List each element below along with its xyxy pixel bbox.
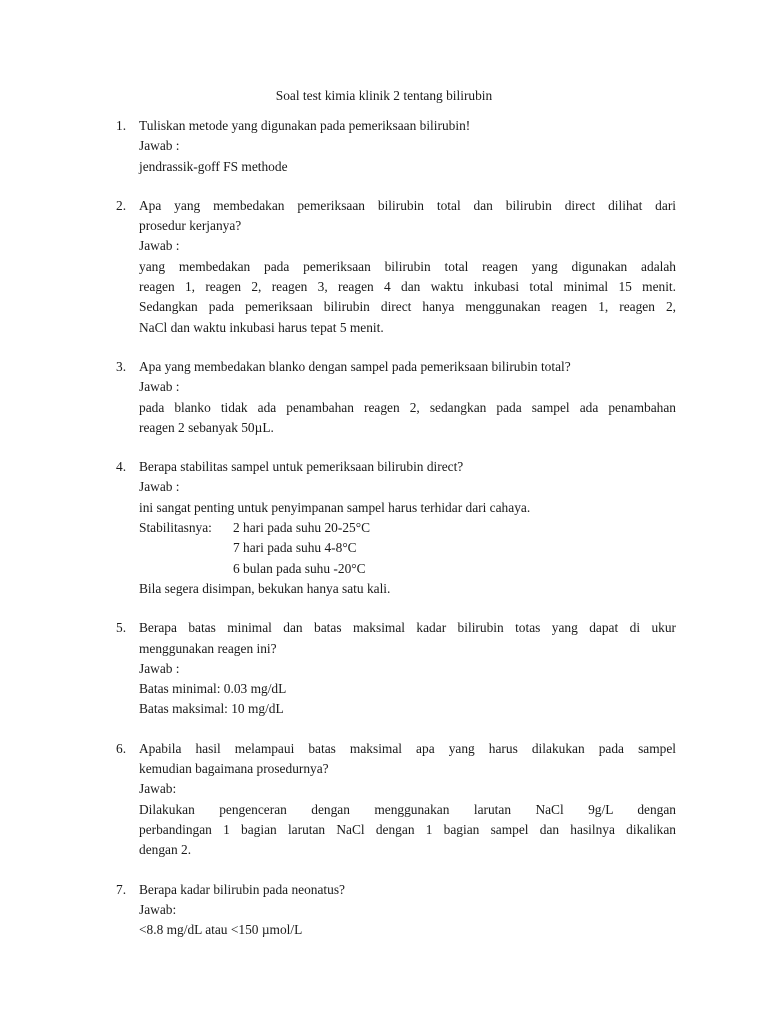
- answer-label: Jawab :: [139, 479, 180, 495]
- question-item-2: [116, 196, 676, 338]
- answer-text: perbandingan 1 bagian larutan NaCl dengan 1 bagian sampel dan hasilnya dikalikan: [139, 821, 676, 837]
- question-text: menggunakan reagen ini?: [139, 640, 277, 656]
- stability-row: [139, 559, 676, 579]
- stability-value: 2 hari pada suhu 20-25°C: [233, 520, 371, 536]
- answer-note: Bila segera disimpan, bekukan hanya satu kali.: [139, 580, 391, 596]
- document-title: Soal test kimia klinik 2 tentang bilirubin: [275, 88, 493, 103]
- answer-text: reagen 1, reagen 2, reagen 3, reagen 4 dan waktu inkubasi total minimal 15 menit.: [139, 279, 676, 295]
- question-item-1: [116, 116, 676, 177]
- question-text: prosedur kerjanya?: [139, 218, 242, 234]
- question-text: Berapa stabilitas sampel untuk pemeriksaan bilirubin direct?: [139, 459, 464, 475]
- question-number: 6.: [116, 740, 127, 756]
- question-text: Berapa kadar bilirubin pada neonatus?: [139, 881, 345, 897]
- answer-text: Batas maksimal: 10 mg/dL: [139, 701, 284, 717]
- question-text: kemudian bagaimana prosedurnya?: [139, 761, 329, 777]
- question-number: 5.: [116, 620, 127, 636]
- stability-value: 7 hari pada suhu 4-8°C: [233, 540, 357, 556]
- answer-text: jendrassik-goff FS methode: [139, 158, 288, 174]
- answer-text: Dilakukan pengenceran dengan menggunakan larutan NaCl 9g/L dengan: [139, 801, 676, 817]
- answer-text: dengan 2.: [139, 842, 192, 858]
- question-text: Apa yang membedakan blanko dengan sampel pada pemeriksaan bilirubin total?: [139, 358, 571, 374]
- question-text: Apabila hasil melampaui batas maksimal apa yang harus dilakukan pada sampel: [139, 740, 676, 756]
- question-item-6: [116, 739, 676, 861]
- question-number: 3.: [116, 358, 127, 374]
- question-number: 2.: [116, 197, 127, 213]
- answer-label: Jawab:: [139, 781, 177, 797]
- answer-text: <8.8 mg/dL atau <150 µmol/L: [139, 922, 303, 938]
- answer-text: NaCl dan waktu inkubasi harus tepat 5 menit.: [139, 319, 384, 335]
- question-text: Apa yang membedakan pemeriksaan bilirubin total dan bilirubin direct dilihat dari: [139, 197, 676, 213]
- answer-text: pada blanko tidak ada penambahan reagen 2, sedangkan pada sampel ada penambahan: [139, 399, 676, 415]
- answer-text: ini sangat penting untuk penyimpanan sampel harus terhidar dari cahaya.: [139, 499, 531, 515]
- question-item-5: [116, 618, 676, 719]
- answer-label: Jawab :: [139, 379, 180, 395]
- answer-text: Sedangkan pada pemeriksaan bilirubin direct hanya menggunakan reagen 1, reagen 2,: [139, 299, 676, 315]
- question-item-3: [116, 357, 676, 438]
- question-text: Berapa batas minimal dan batas maksimal kadar bilirubin totas yang dapat di ukur: [139, 620, 676, 636]
- answer-label: Jawab:: [139, 901, 177, 917]
- question-item-4: [116, 457, 676, 599]
- question-list: [116, 116, 676, 940]
- stability-row: [139, 518, 676, 538]
- stability-row: [139, 538, 676, 558]
- answer-label: Jawab :: [139, 138, 180, 154]
- question-item-7: [116, 880, 676, 941]
- stability-label: Stabilitasnya:: [139, 520, 212, 536]
- question-number: 1.: [116, 118, 127, 133]
- question-number: 7.: [116, 881, 127, 897]
- answer-text: yang membedakan pada pemeriksaan bilirubin total reagen yang digunakan adalah: [139, 258, 676, 274]
- answer-text: Batas minimal: 0.03 mg/dL: [139, 681, 287, 697]
- question-number: 4.: [116, 459, 127, 475]
- answer-label: Jawab :: [139, 238, 180, 254]
- answer-label: Jawab :: [139, 660, 180, 676]
- stability-value: 6 bulan pada suhu -20°C: [233, 560, 366, 576]
- answer-text: reagen 2 sebanyak 50µL.: [139, 419, 274, 435]
- question-text: Tuliskan metode yang digunakan pada pemeriksaan bilirubin!: [139, 118, 471, 133]
